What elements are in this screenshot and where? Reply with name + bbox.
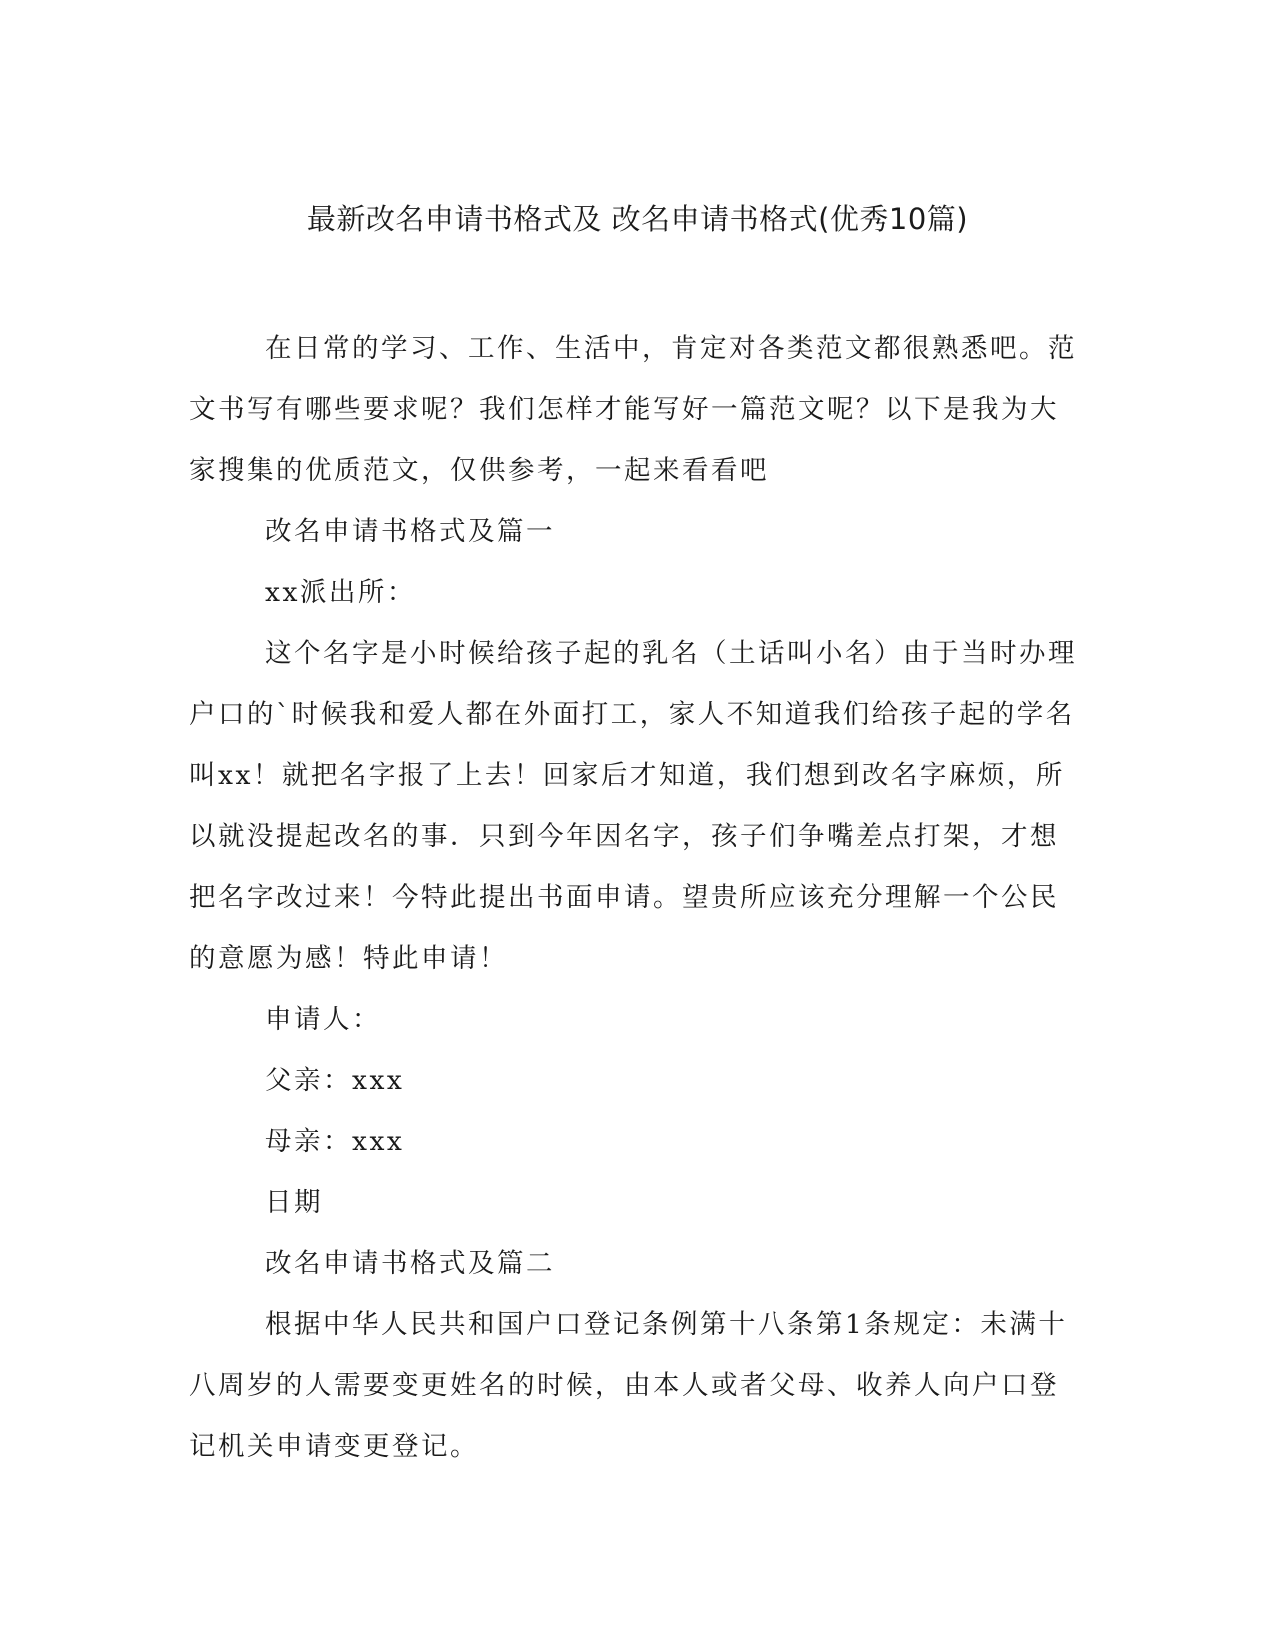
body-paragraph: 这个名字是小时候给孩子起的乳名（土话叫小名）由于当时办理户口的`时候我和爱人都在外面打工，家人不知道我们给孩子起的学名叫xx！就把名字报了上去！回家后才知道，我们想到改名字麻烦，所以就没提起改名的事．只到今年因名字，孩子们争嘴差点打架，才想把名字改过来！今特此提出书面申请。望贵所应该充分理解一个公民的意愿为感！特此申请！ <box>189 638 1077 974</box>
document-title: 最新改名申请书格式及 改名申请书格式(优秀10篇) <box>306 202 969 236</box>
regulation-paragraph: 根据中华人民共和国户口登记条例第十八条第1条规定：未满十八周岁的人需要变更姓名的时候，由本人或者父母、收养人向户口登记机关申请变更登记。 <box>189 1309 1068 1462</box>
document-body <box>189 318 1079 1477</box>
mother-line: 母亲：xxx <box>265 1126 405 1157</box>
section-heading-2: 改名申请书格式及篇二 <box>265 1248 555 1279</box>
father-line: 父亲：xxx <box>265 1065 405 1096</box>
date-line: 日期 <box>265 1187 323 1218</box>
intro-paragraph: 在日常的学习、工作、生活中，肯定对各类范文都很熟悉吧。范文书写有哪些要求呢？我们怎样才能写好一篇范文呢？以下是我为大家搜集的优质范文，仅供参考，一起来看看吧 <box>189 333 1077 486</box>
section-heading-1: 改名申请书格式及篇一 <box>265 516 555 547</box>
salutation: xx派出所： <box>265 577 416 608</box>
applicant-label: 申请人： <box>265 1004 381 1035</box>
